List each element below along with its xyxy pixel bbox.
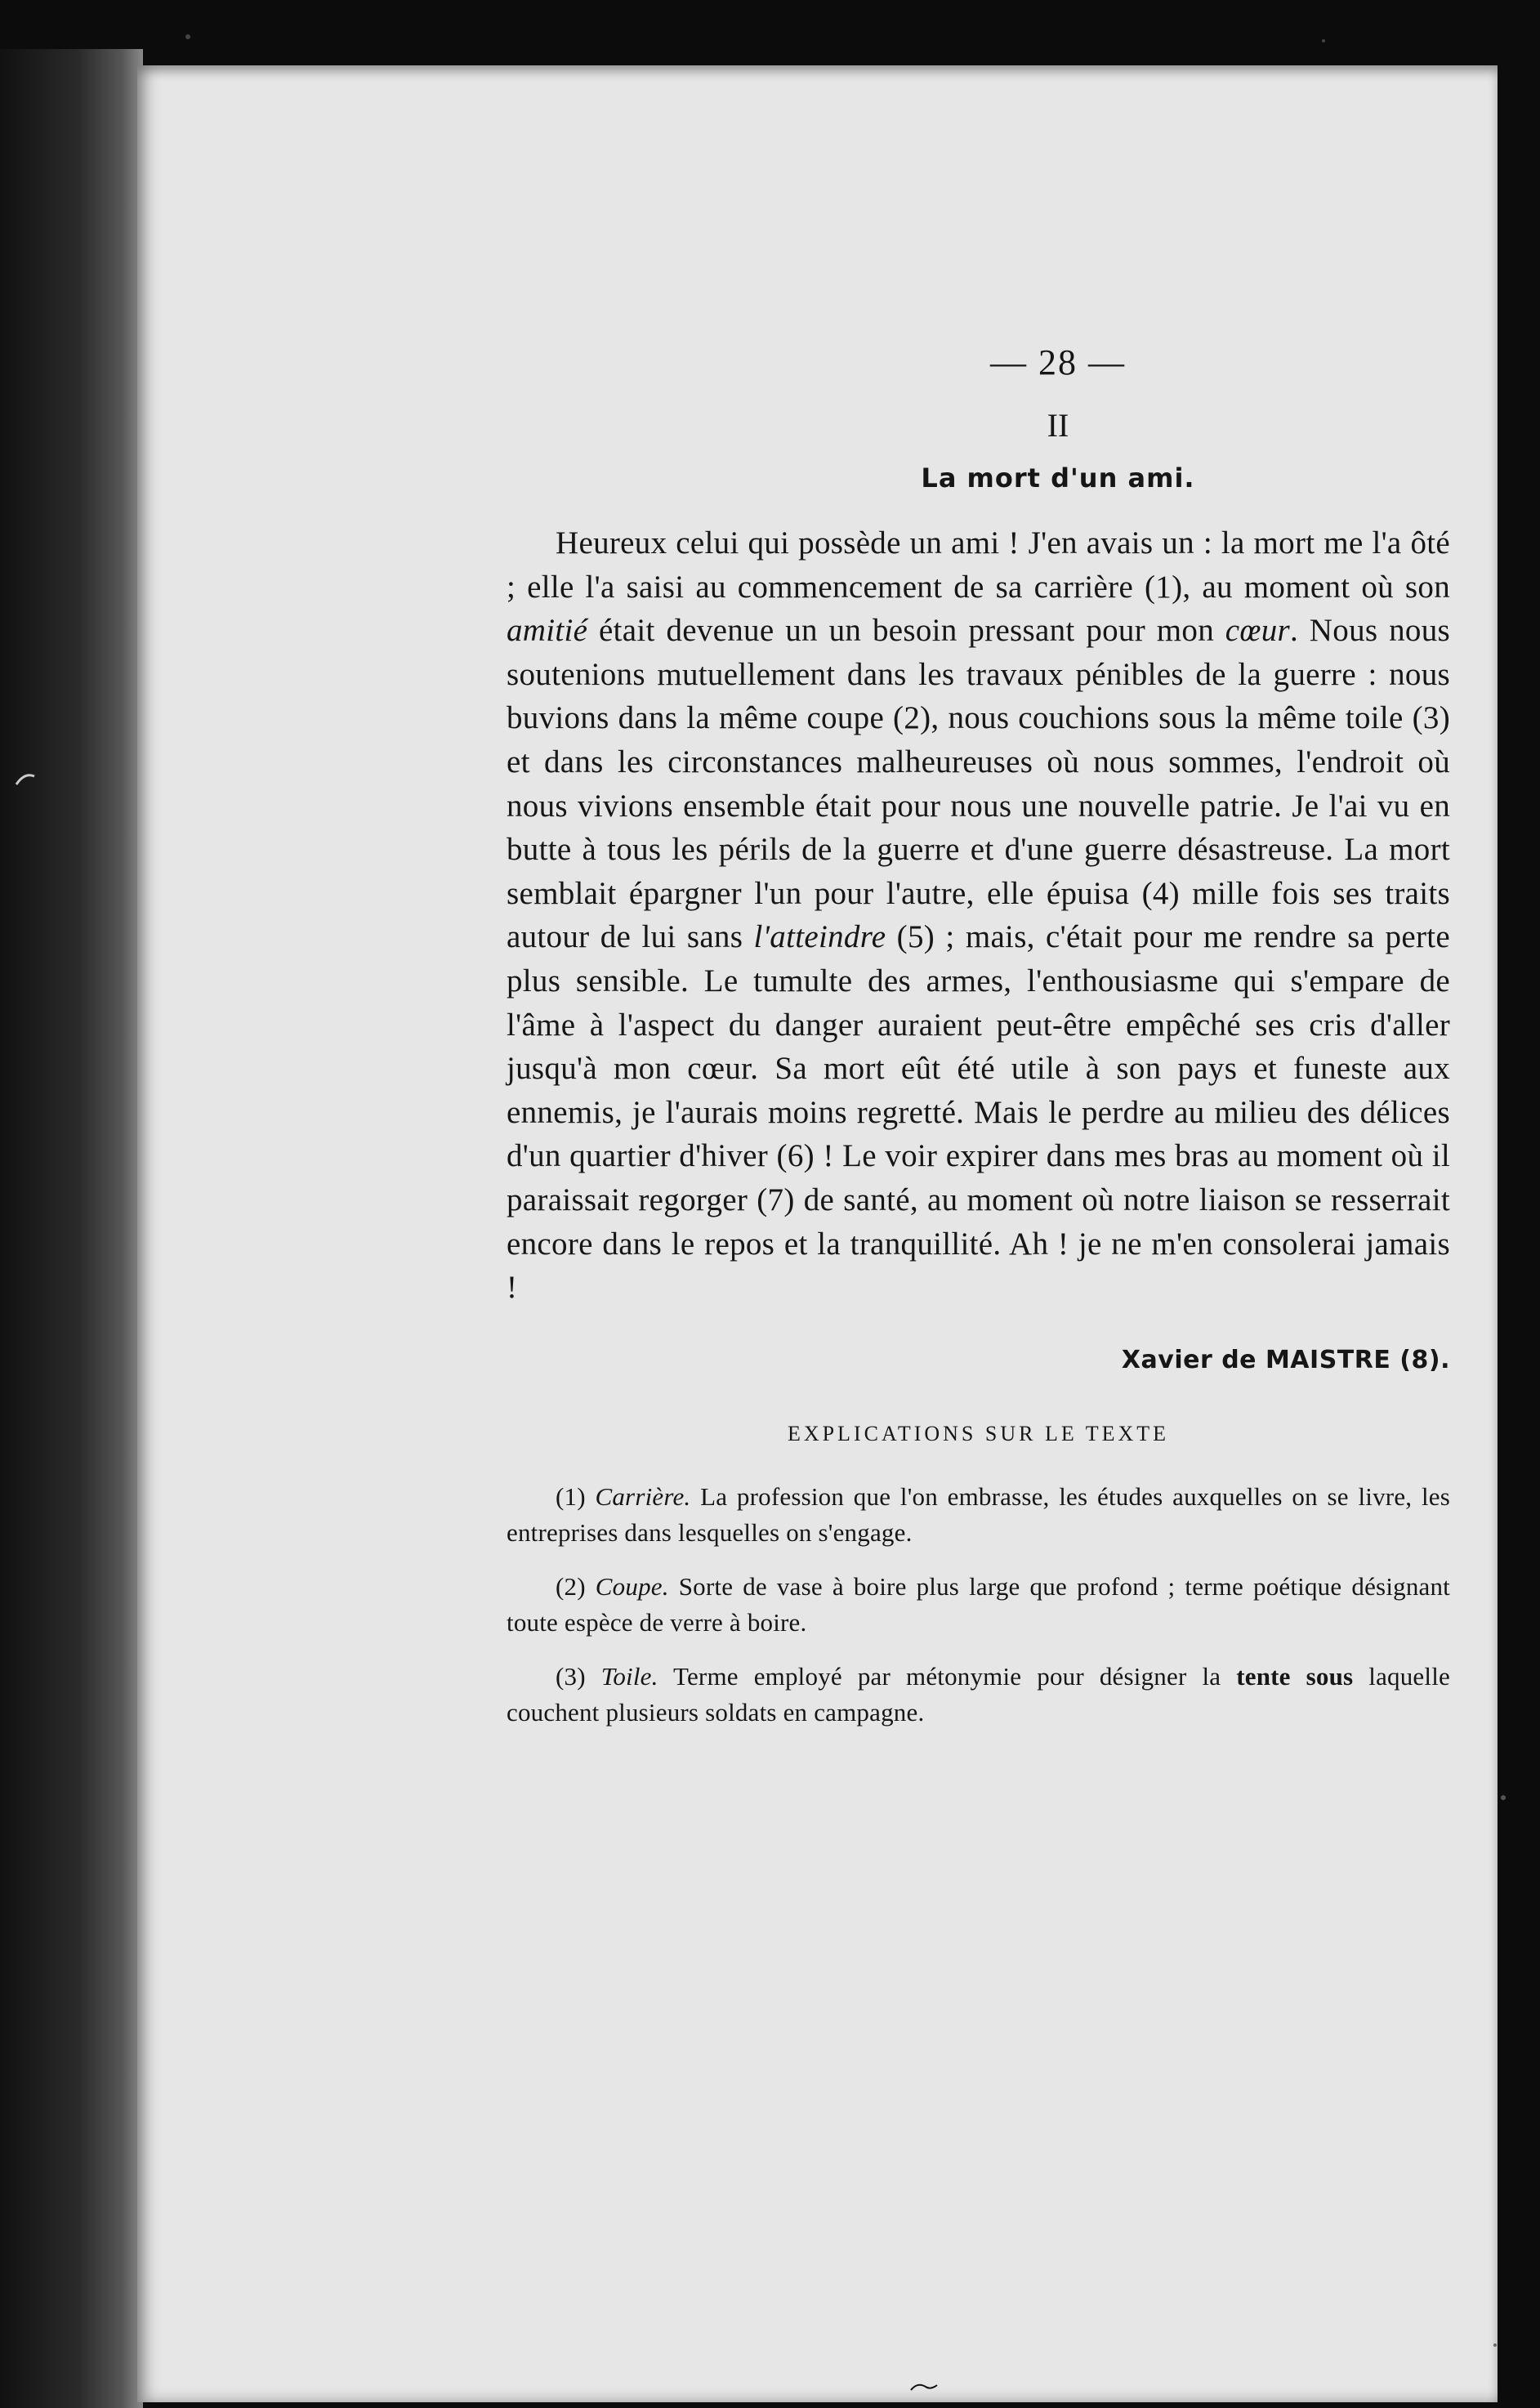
- page-number: — 28 —: [990, 342, 1126, 382]
- footnote-bold-text: tente sous: [1236, 1661, 1354, 1691]
- footnote-text: Sorte de vase à boire plus large que profond ; terme poétique désignant toute espèce de verre à boire.: [507, 1571, 1450, 1637]
- footnote-number: (1): [556, 1481, 586, 1511]
- footnote-term: Toile.: [600, 1661, 658, 1691]
- footnote-3: [507, 1659, 1450, 1731]
- paragraph-italic-coeur: cœur: [1225, 613, 1290, 649]
- paragraph-italic-atteindre: l'atteindre: [753, 919, 886, 955]
- paragraph-part-4: (5) ; mais, c'était pour me rendre sa perte plus sensible. Le tumulte des armes, l'enthousiasme qui s'empare de l'âme à l'aspect du danger auraient peut-être empêché ses cris d'aller jusqu'à mon cœur. Sa mort eût été utile à son pays et funeste aux ennemis, je l'aurais moins regretté. Mais le perdre au milieu des délices d'un quartier d'hiver (6) ! Le voir expirer dans mes bras au moment où il paraissait regorger (7) de santé, au moment où notre liaison se resserrait encore dans le repos et la tranquillité. Ah ! je ne m'en consolerai jamais !: [507, 919, 1451, 1306]
- footnote-term: Carrière.: [595, 1481, 691, 1511]
- footnote-number: (3): [556, 1661, 586, 1691]
- section-number: II: [1047, 407, 1069, 444]
- footnote-term: Coupe.: [595, 1571, 669, 1601]
- footnote-text-a: Terme employé par métonymie pour désigner la: [658, 1661, 1237, 1691]
- book-page: [137, 65, 1498, 2402]
- section-title: La mort d'un ami.: [921, 462, 1195, 494]
- footnote-2: [507, 1569, 1450, 1641]
- book-binding-edge: [0, 49, 143, 2408]
- paragraph-part-2: était devenue un un besoin pressant pour mon: [587, 613, 1225, 649]
- main-paragraph: [507, 521, 1450, 1310]
- page-content: [507, 342, 1540, 1749]
- footnote-number: (2): [556, 1571, 586, 1601]
- footnote-text-b: laquelle couchent plusieurs soldats en campagne.: [507, 1661, 1450, 1727]
- paragraph-part-3: . Nous nous soutenions mutuellement dans les travaux pénibles de la guerre : nous buvions dans la même coupe (2), nous couchions sous la même toile (3) et dans les circonstances malheureuses où nous sommes, l'endroit où nous vivions ensemble était pour nous une nouvelle patrie. Je l'ai vu en butte à tous les périls de la guerre et d'une guerre désastreuse. La mort semblait épargner l'un pour l'autre, elle épuisa (4) mille fois ses traits autour de lui sans: [507, 613, 1450, 955]
- paragraph-part-1: Heureux celui qui possède un ami ! J'en avais un : la mort me l'a ôté ; elle l'a saisi au commencement de sa carrière (1), au moment où son: [507, 525, 1450, 605]
- footnote-1: [507, 1479, 1450, 1551]
- author-signature: Xavier de MAISTRE (8).: [1121, 1345, 1450, 1374]
- paragraph-italic-amitie: amitié: [507, 613, 588, 649]
- explanations-heading: EXPLICATIONS SUR LE TEXTE: [787, 1421, 1170, 1445]
- footnote-text: La profession que l'on embrasse, les études auxquelles on se livre, les entreprises dans lesquelles on s'engage.: [507, 1481, 1451, 1547]
